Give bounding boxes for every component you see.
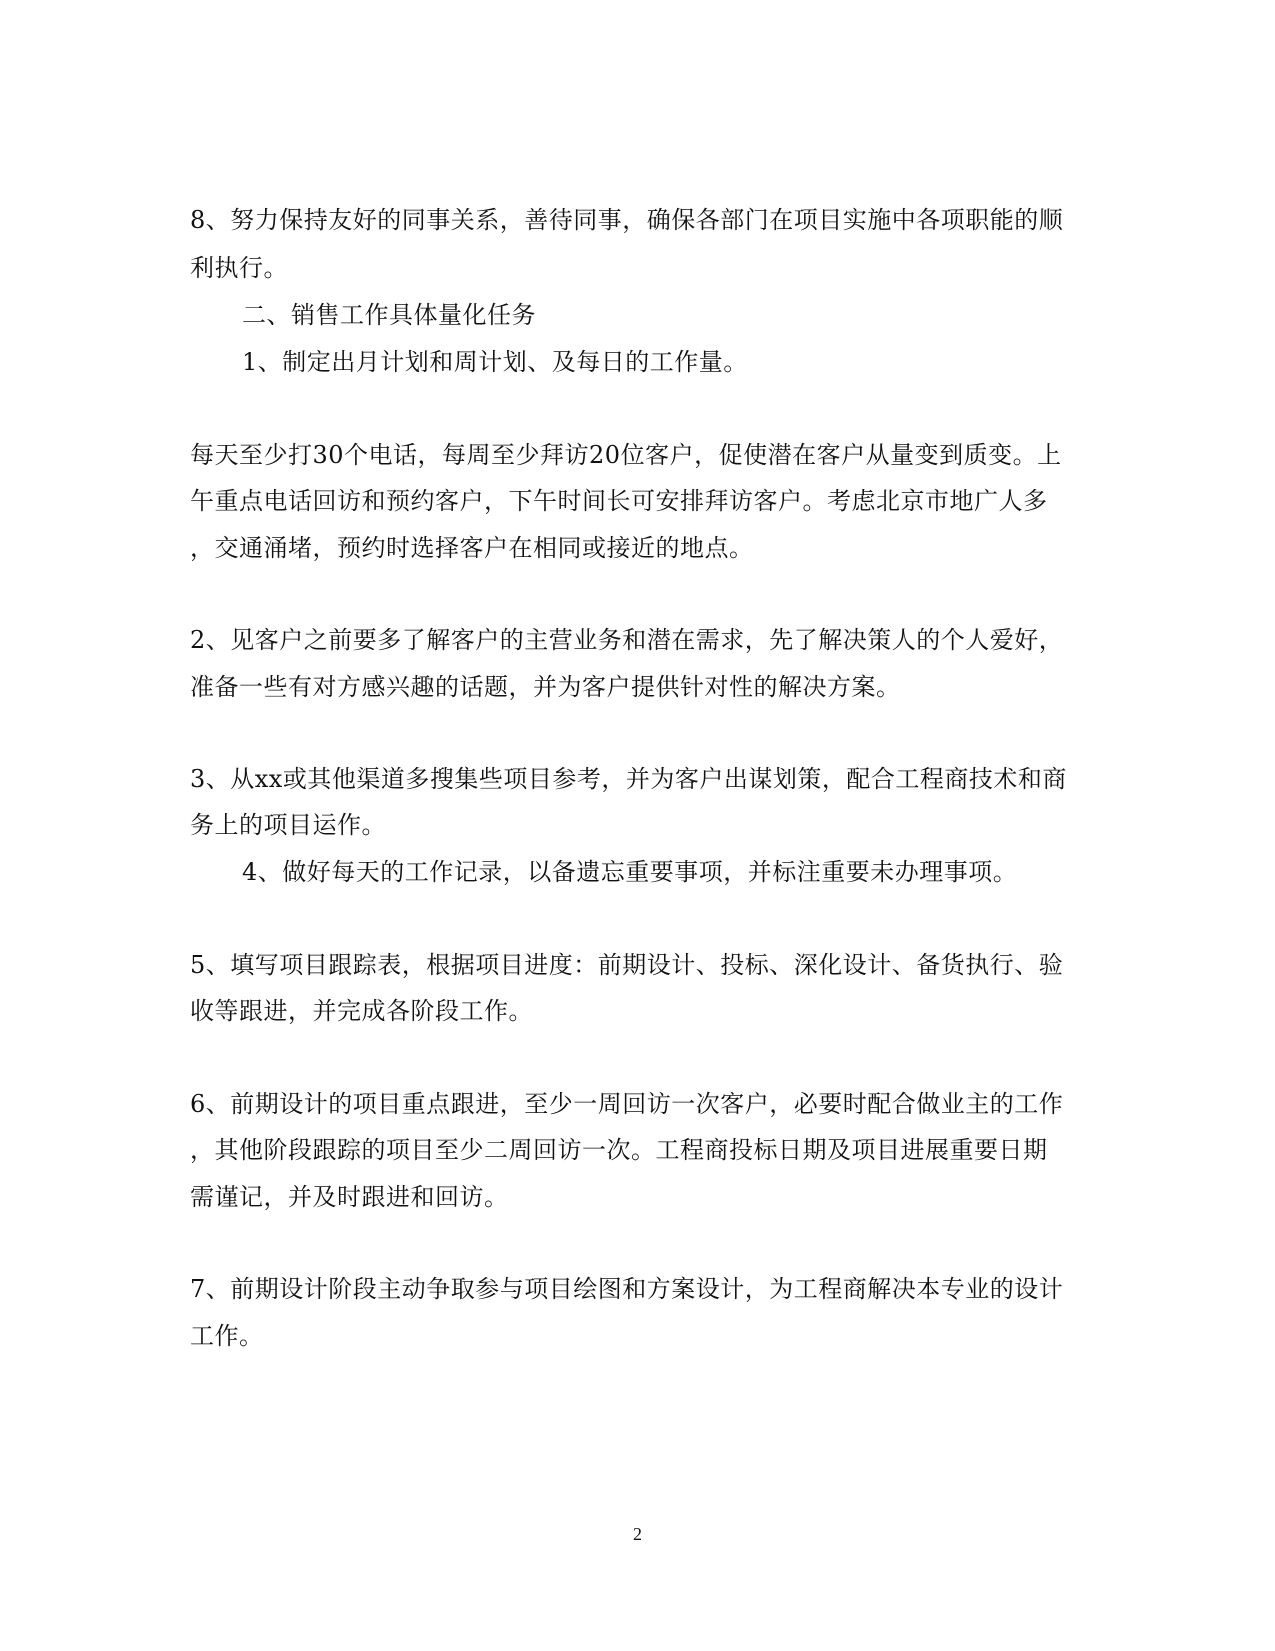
item-1-detail-line-2: 午重点电话回访和预约客户，下午时间长可安排拜访客户。考虑北京市地广人多	[190, 487, 1048, 515]
paragraph-8-line-1: 8、努力保持友好的同事关系，善待同事，确保各部门在项目实施中各项职能的顺	[190, 206, 1064, 234]
item-6-line-2: ，其他阶段跟踪的项目至少二周回访一次。工程商投标日期及项目进展重要日期	[190, 1136, 1048, 1164]
page-number: 2	[633, 1524, 642, 1544]
item-2-line-1: 2、见客户之前要多了解客户的主营业务和潜在需求，先了解决策人的个人爱好，	[190, 626, 1064, 654]
item-1-detail-line-1: 每天至少打30个电话，每周至少拜访20位客户，促使潜在客户从量变到质变。上	[190, 441, 1062, 469]
item-3-line-2: 务上的项目运作。	[190, 811, 386, 839]
item-5-line-1: 5、填写项目跟踪表，根据项目进度：前期设计、投标、深化设计、备货执行、验	[190, 951, 1064, 979]
item-6-line-3: 需谨记，并及时跟进和回访。	[190, 1183, 509, 1211]
section-heading-2: 二、销售工作具体量化任务	[242, 301, 536, 329]
item-1-detail-line-3: ，交通涌堵，预约时选择客户在相同或接近的地点。	[190, 534, 754, 562]
paragraph-8-line-2: 利执行。	[190, 254, 288, 282]
item-5-line-2: 收等跟进，并完成各阶段工作。	[190, 997, 533, 1025]
item-6-line-1: 6、前期设计的项目重点跟进，至少一周回访一次客户，必要时配合做业主的工作	[190, 1090, 1064, 1118]
item-2-line-2: 准备一些有对方感兴趣的话题，并为客户提供针对性的解决方案。	[190, 673, 901, 701]
item-7-line-1: 7、前期设计阶段主动争取参与项目绘图和方案设计，为工程商解决本专业的设计	[190, 1275, 1064, 1303]
item-1-heading: 1、制定出月计划和周计划、及每日的工作量。	[242, 348, 748, 376]
item-4: 4、做好每天的工作记录，以备遗忘重要事项，并标注重要未办理事项。	[242, 858, 1018, 886]
item-7-line-2: 工作。	[190, 1322, 264, 1350]
item-3-line-1: 3、从xx或其他渠道多搜集些项目参考，并为客户出谋划策，配合工程商技术和商	[190, 765, 1067, 793]
